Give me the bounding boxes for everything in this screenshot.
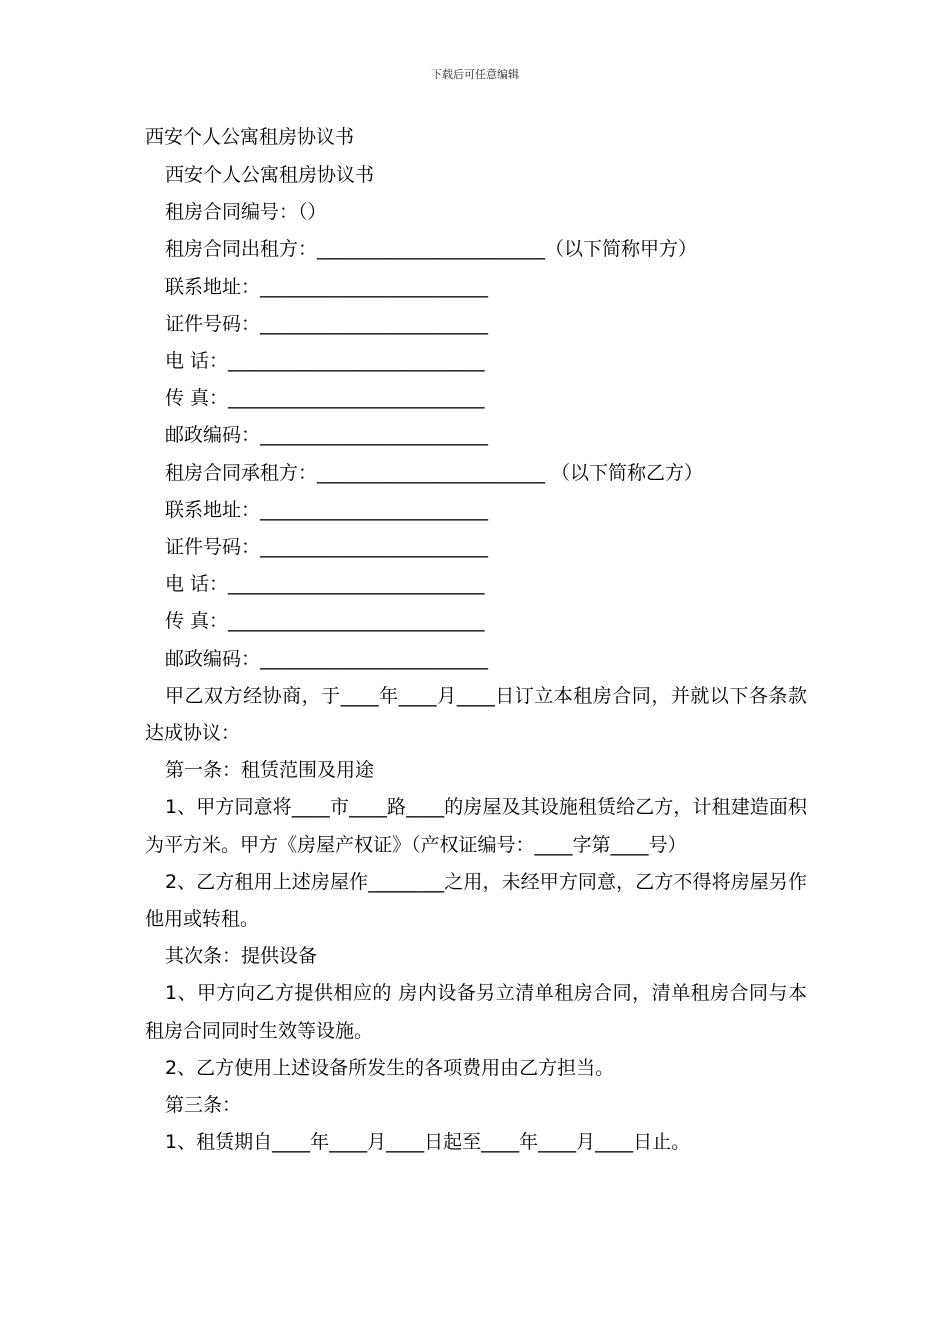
paragraph-article-2-item-1: 1、甲方向乙方提供相应的 房内设备另立清单租房合同，清单租房合同与本租房合同同时生效等设施。 xyxy=(145,982,807,1042)
paragraph-lessee: 租房合同承租方：________________________ （以下简称乙方） xyxy=(165,461,704,484)
document-title: 西安个人公寓租房协议书 xyxy=(145,126,355,148)
paragraph-subtitle: 西安个人公寓租房协议书 xyxy=(165,164,375,186)
paragraph-lessee-postcode: 邮政编码：________________________ xyxy=(165,647,489,670)
document-body xyxy=(145,157,807,1161)
paragraph-agreement-intro: 甲乙双方经协商，于____年____月____日订立本租房合同，并就以下各条款达成协议： xyxy=(145,684,807,745)
paragraph-lessor-phone: 电 话：___________________________ xyxy=(165,350,485,373)
paragraph-contract-number: 租房合同编号：（） xyxy=(165,201,327,224)
paragraph-lessor-postcode: 邮政编码：________________________ xyxy=(165,424,489,447)
paragraph-article-2-heading: 其次条：提供设备 xyxy=(165,945,318,968)
paragraph-lessee-address: 联系地址：________________________ xyxy=(165,498,489,521)
paragraph-article-1-heading: 第一条：租赁范围及用途 xyxy=(165,759,375,782)
paragraph-lessor-fax: 传 真：___________________________ xyxy=(165,387,485,410)
paragraph-article-1-item-1: 1、甲方同意将____市____路____的房屋及其设施租赁给乙方，计租建造面积为平方米。甲方《房屋产权证》（产权证编号：____字第____号） xyxy=(145,796,807,856)
page-header-note: 下载后可任意编辑 xyxy=(431,68,519,81)
paragraph-lessor-address: 联系地址：________________________ xyxy=(165,275,489,298)
paragraph-lessee-fax: 传 真：___________________________ xyxy=(165,610,485,633)
paragraph-article-3-heading: 第三条： xyxy=(165,1094,242,1117)
paragraph-article-1-item-2: 2、乙方租用上述房屋作________之用，未经甲方同意，乙方不得将房屋另作他用或转租。 xyxy=(145,870,807,931)
paragraph-article-2-item-2: 2、乙方使用上述设备所发生的各项费用由乙方担当。 xyxy=(165,1056,615,1079)
paragraph-lessor-id: 证件号码：________________________ xyxy=(165,312,489,335)
paragraph-article-3-item-1: 1、租赁期自____年____月____日起至____年____月____日止。 xyxy=(165,1131,691,1154)
paragraph-lessee-phone: 电 话：___________________________ xyxy=(165,573,485,596)
paragraph-lessee-id: 证件号码：________________________ xyxy=(165,536,489,559)
paragraph-lessor: 租房合同出租方：________________________（以下简称甲方） xyxy=(165,238,698,261)
